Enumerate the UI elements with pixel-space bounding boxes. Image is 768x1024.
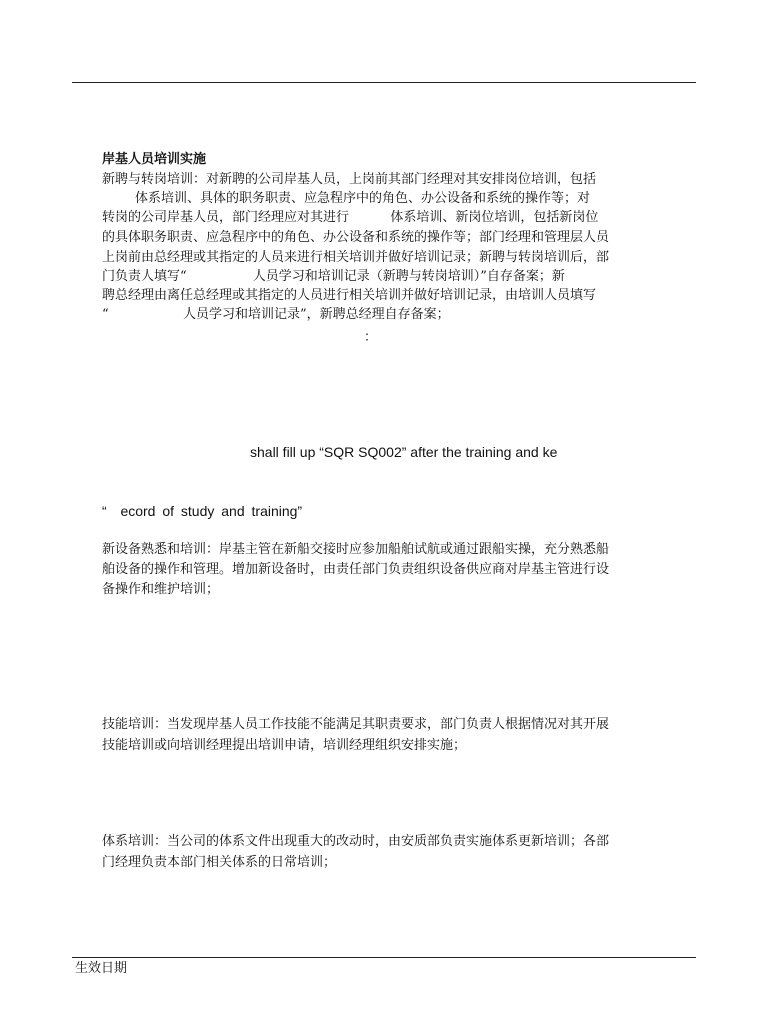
english-fragment: “ ecord of study and training” — [102, 503, 303, 519]
paragraph-line: 门负责人填写“ 人员学习和培训记录（新聘与转岗培训）”自存备案；新 — [102, 269, 565, 284]
paragraph-line: 体系培训：当公司的体系文件出现重大的改动时，由安质部负责实施体系更新培训；各部 — [102, 834, 610, 849]
paragraph-line: 新设备熟悉和培训：岸基主管在新船交接时应参加船舶试航或通过跟船实操，充分熟悉船 — [102, 542, 610, 557]
footer-rule — [72, 957, 696, 958]
paragraph-line: “ 人员学习和培训记录”，新聘总经理自存备案； — [102, 307, 450, 322]
paragraph-line: 体系培训、具体的职务职责、应急程序中的角色、办公设备和系统的操作等；对 — [102, 191, 591, 206]
paragraph-line: 转岗的公司岸基人员，部门经理应对其进行 体系培训、新岗位培训，包括新岗位 — [102, 210, 599, 225]
section-heading: 岸基人员培训实施 — [102, 152, 207, 167]
header-rule — [72, 82, 696, 83]
paragraph-line: 技能培训或向培训经理提出培训申请，培训经理组织安排实施； — [102, 738, 467, 753]
paragraph-line: 技能培训：当发现岸基人员工作技能不能满足其职责要求，部门负责人根据情况对其开展 — [102, 717, 610, 732]
paragraph-line: 备操作和维护培训； — [102, 582, 220, 597]
paragraph-line: 新聘与转岗培训：对新聘的公司岸基人员，上岗前其部门经理对其安排岗位培训，包括 — [102, 172, 597, 187]
paragraph-line: 舶设备的操作和管理。增加新设备时，由责任部门负责组织设备供应商对岸基主管进行设 — [102, 562, 610, 577]
paragraph-line: 的具体职务职责、应急程序中的角色、办公设备和系统的操作等；部门经理和管理层人员 — [102, 230, 610, 245]
footer-effective-date-label: 生效日期 — [75, 961, 128, 976]
english-fragment: shall fill up “SQR SQ002” after the training and ke — [250, 444, 558, 460]
paragraph-line: 聘总经理由离任总经理或其指定的人员进行相关培训并做好培训记录，由培训人员填写 — [102, 288, 597, 303]
colon-fragment: ： — [364, 330, 378, 345]
paragraph-line: 门经理负责本部门相关体系的日常培训； — [102, 855, 337, 870]
paragraph-line: 上岗前由总经理或其指定的人员来进行相关培训并做好培训记录；新聘与转岗培训后，部 — [102, 250, 610, 265]
